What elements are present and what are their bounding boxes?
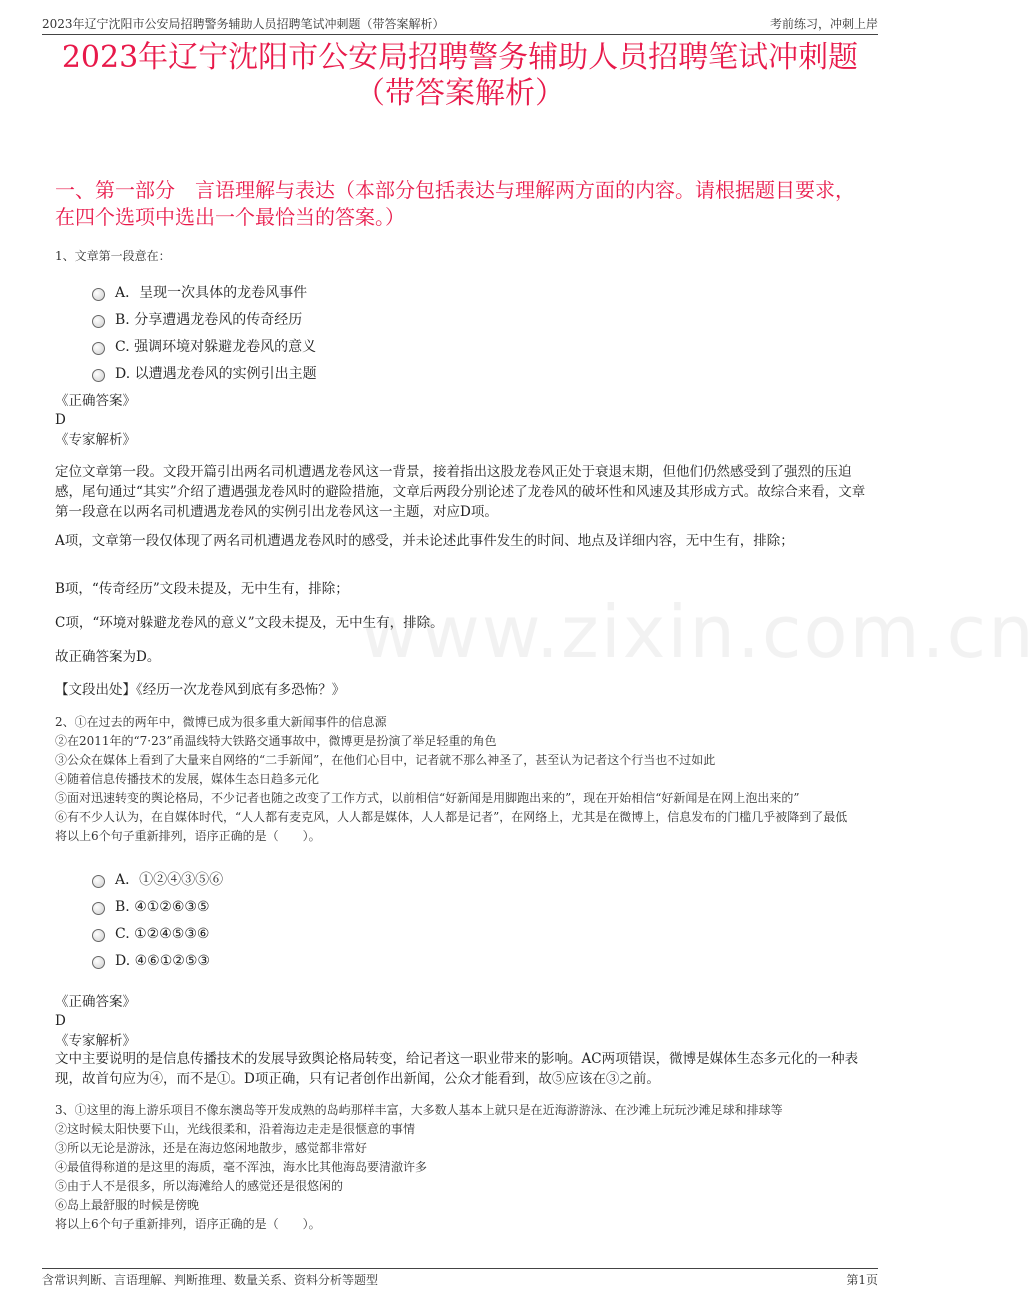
section-heading: 一、第一部分 言语理解与表达（本部分包括表达与理解两方面的内容。请根据题目要求，在四个选项中选出一个最恰当的答案。） [55,178,855,229]
option-label: D. 以遭遇龙卷风的实例引出主题 [115,366,317,382]
title-line-1: 2023年辽宁沈阳市公安局招聘警务辅助人员招聘笔试冲刺题 [61,40,859,75]
q1-option-d[interactable] [92,364,317,384]
q1-answer-label: 《正确答案》 [55,393,136,409]
q2-stem-line: 2、①在过去的两年中，微博已成为很多重大新闻事件的信息源 [55,715,387,729]
q2-stem [55,713,872,846]
q2-option-d[interactable] [92,951,210,971]
q1-analysis-paragraph: 定位文章第一段。文段开篇引出两名司机遭遇龙卷风这一背景，接着指出这股龙卷风正处于衰退末期，但他们仍然感受到了强烈的压迫感，尾句通过“其实”介绍了遭遇强龙卷风时的避险措施，文章后两段分别论述了龙卷风的破坏性和风速及其形成方式。故综合来看，文章第一段意在以两名司机遭遇龙卷风的实例引出龙卷风这一主题，对应D项。 [55,464,866,520]
q2-option-a[interactable] [92,870,223,890]
q2-analysis-label: 《专家解析》 [55,1033,136,1049]
page-title [0,40,920,112]
q2-answer: D [55,1013,66,1029]
footer-topics: 含常识判断、言语理解、判断推理、数量关系、资料分析等题型 [42,1272,379,1287]
q2-stem-line: ④随着信息传播技术的发展，媒体生态日趋多元化 [55,772,320,786]
title-line-2: （带答案解析） [355,76,565,111]
page-footer [42,1268,878,1289]
radio-icon[interactable] [92,929,105,942]
q2-analysis: 文中主要说明的是信息传播技术的发展导致舆论格局转变，给记者这一职业带来的影响。AC两项错误，微博是媒体生态多元化的一种表现，故首句应为④，而不是①。D项正确，只有记者创作出新闻，公众才能看到，故⑤应该在③之前。 [55,1051,859,1087]
q1-analysis-c: C项，“环境对躲避龙卷风的意义”文段未提及，无中生有，排除。 [55,615,444,631]
page-number: 第1页 [846,1272,878,1287]
q2-option-b[interactable] [92,897,210,917]
q2-stem-question: 将以上6个句子重新排列，语序正确的是（ ）。 [55,829,321,843]
q1-option-c[interactable] [92,337,316,357]
q2-stem-line: ③公众在媒体上看到了大量来自网络的“二手新闻”，在他们心目中，记者就不那么神圣了，甚至认为记者这个行当也不过如此 [55,753,716,767]
q3-stem-line: 3、①这里的海上游乐项目不像东澳岛等开发成熟的岛屿那样丰富，大多数人基本上就只是在近海游游泳、在沙滩上玩玩沙滩足球和排球等 [55,1103,783,1117]
q3-stem-line: ⑤由于人不是很多，所以海滩给人的感觉还是很悠闲的 [55,1179,344,1193]
q3-stem-line: ⑥岛上最舒服的时候是傍晚 [55,1198,200,1212]
radio-icon[interactable] [92,288,105,301]
q1-stem: 1、文章第一段意在： [55,249,171,263]
option-label: B. ④①②⑥③⑤ [115,899,210,915]
watermark: www.zixin.com.cn [360,590,1036,674]
radio-icon[interactable] [92,902,105,915]
header-doc-title: 2023年辽宁沈阳市公安局招聘警务辅助人员招聘笔试冲刺题（带答案解析） [42,17,445,31]
radio-icon[interactable] [92,342,105,355]
q1-answer: D [55,412,66,428]
q2-option-c[interactable] [92,924,209,944]
option-label: D. ④⑥①②⑤③ [115,953,210,969]
radio-icon[interactable] [92,956,105,969]
q2-stem-line: ②在2011年的“7·23”甬温线特大铁路交通事故中，微博更是扮演了举足轻重的角色 [55,734,497,748]
q1-analysis-conclusion: 故正确答案为D。 [55,649,161,665]
radio-icon[interactable] [92,369,105,382]
radio-icon[interactable] [92,875,105,888]
option-label: A．呈现一次具体的龙卷风事件 [115,285,308,301]
option-label: A．①②④③⑤⑥ [115,872,224,888]
header-slogan: 考前练习，冲刺上岸 [769,17,878,31]
q1-analysis-b: B项，“传奇经历”文段未提及，无中生有，排除； [55,581,349,597]
option-label: B. 分享遭遇龙卷风的传奇经历 [115,312,303,328]
q3-stem-line: ②这时候太阳快要下山，光线很柔和，沿着海边走走是很惬意的事情 [55,1122,416,1136]
q1-analysis-a: A项，文章第一段仅体现了两名司机遭遇龙卷风时的感受，并未论述此事件发生的时间、地点及详细内容，无中生有，排除； [55,533,794,549]
q2-answer-label: 《正确答案》 [55,994,136,1010]
radio-icon[interactable] [92,315,105,328]
q1-analysis-label: 《专家解析》 [55,432,136,448]
q2-stem-line: ⑥有不少人认为，在自媒体时代，“人人都有麦克风，人人都是媒体，人人都是记者”，在网络上，尤其是在微博上，信息发布的门槛几乎被降到了最低 [55,810,848,824]
q3-stem-question: 将以上6个句子重新排列，语序正确的是（ ）。 [55,1217,321,1231]
q3-stem [55,1101,872,1234]
q1-option-a[interactable] [92,283,307,303]
q3-stem-line: ③所以无论是游泳，还是在海边悠闲地散步，感觉都非常好 [55,1141,368,1155]
q3-stem-line: ④最值得称道的是这里的海质，毫不浑浊，海水比其他海岛要清澈许多 [55,1160,428,1174]
option-label: C. 强调环境对躲避龙卷风的意义 [115,339,317,355]
option-label: C. ①②④⑤③⑥ [115,926,210,942]
q2-stem-line: ⑤面对迅速转变的舆论格局，不少记者也随之改变了工作方式，以前相信“好新闻是用脚跑出来的”，现在开始相信“好新闻是在网上泡出来的” [55,791,800,805]
q1-source: 【文段出处】《经历一次龙卷风到底有多恐怖？》 [55,682,346,698]
q1-option-b[interactable] [92,310,302,330]
page-header [42,12,878,35]
